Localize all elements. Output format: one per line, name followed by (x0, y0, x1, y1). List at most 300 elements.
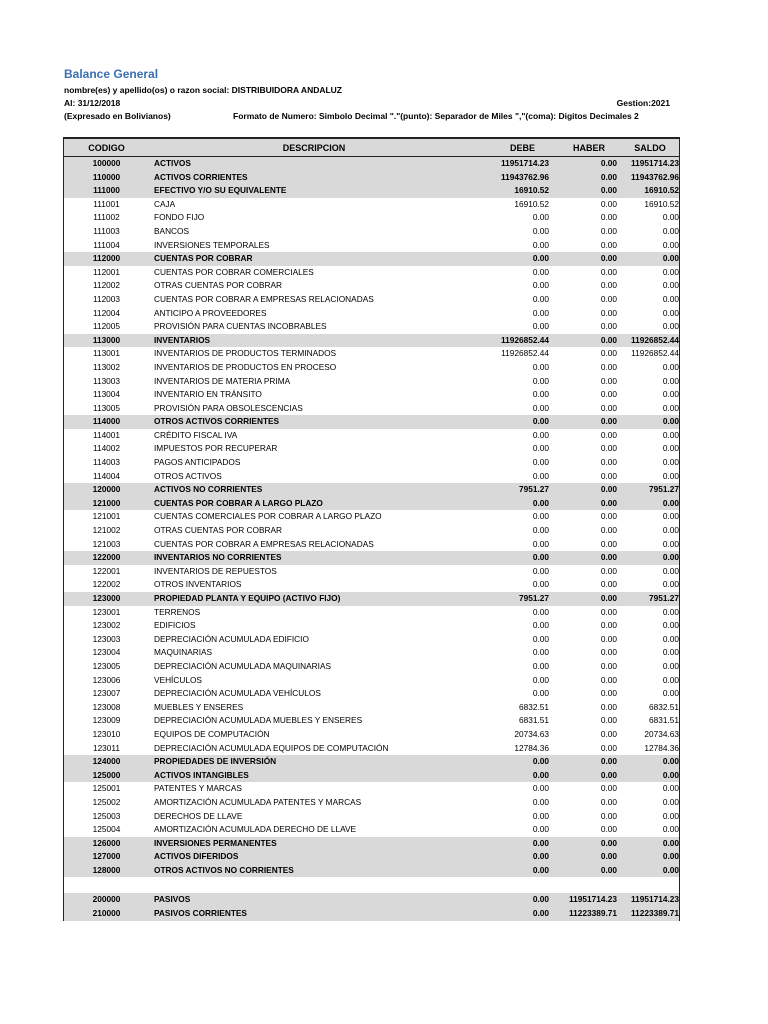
cell-codigo: 123004 (92, 647, 121, 658)
cell-haber: 0.00 (600, 660, 617, 671)
cell-codigo: 123007 (92, 688, 121, 699)
cell-descripcion: CUENTAS POR COBRAR A LARGO PLAZO (149, 497, 479, 511)
cell-codigo: 111004 (93, 239, 120, 250)
cell-debe: 0.00 (532, 321, 549, 332)
cell-saldo: 0.00 (662, 402, 679, 413)
cell-descripcion: PROPIEDADES DE INVERSIÓN (149, 755, 479, 769)
cell-debe: 0.00 (479, 850, 557, 864)
cell-haber: 11223389.71 (557, 907, 621, 921)
table-row (64, 198, 679, 212)
table-row (64, 877, 679, 893)
cell-codigo: 210000 (64, 907, 149, 921)
table-row (64, 470, 679, 484)
cell-descripcion: ACTIVOS DIFERIDOS (149, 850, 479, 864)
cell-descripcion: CAJA (154, 198, 176, 209)
cell-codigo: 112002 (92, 280, 121, 291)
cell-saldo: 0.00 (662, 443, 679, 454)
cell-codigo: 114003 (92, 457, 121, 468)
cell-debe: 0.00 (532, 239, 549, 250)
cell-saldo: 0.00 (662, 389, 679, 400)
cell-codigo: 114001 (92, 429, 121, 440)
cell-descripcion: OTRAS CUENTAS POR COBRAR (154, 280, 283, 291)
cell-haber: 0.00 (600, 212, 617, 223)
cell-debe: 0.00 (532, 361, 549, 372)
cell-haber: 0.00 (600, 457, 617, 468)
cell-descripcion: CRÉDITO FISCAL IVA (154, 429, 238, 440)
cell-debe: 0.00 (532, 620, 549, 631)
table-row (64, 893, 679, 907)
cell-debe: 0.00 (479, 755, 557, 769)
cell-descripcion: EFECTIVO Y/O SU EQUIVALENTE (149, 184, 479, 198)
cell-descripcion: ACTIVOS INTANGIBLES (149, 769, 479, 783)
cell-saldo: 0.00 (662, 429, 679, 440)
cell-codigo: 128000 (64, 864, 149, 878)
cell-saldo: 0.00 (621, 755, 679, 769)
cell-codigo: 111000 (64, 184, 149, 198)
table-row (64, 796, 679, 810)
cell-descripcion: FONDO FIJO (154, 212, 205, 223)
cell-codigo: 120000 (64, 483, 149, 497)
cell-saldo: 11943762.96 (621, 171, 679, 185)
cell-codigo: 121003 (92, 538, 121, 549)
table-row (64, 307, 679, 321)
cell-descripcion: MUEBLES Y ENSERES (154, 701, 244, 712)
cell-debe: 0.00 (532, 824, 549, 835)
cell-debe: 0.00 (532, 660, 549, 671)
cell-codigo: 123008 (92, 701, 121, 712)
cell-haber: 0.00 (557, 850, 621, 864)
cell-haber: 0.00 (600, 470, 617, 481)
cell-haber: 0.00 (600, 565, 617, 576)
cell-descripcion: TERRENOS (154, 606, 201, 617)
cell-debe: 11951714.23 (479, 157, 557, 171)
cell-codigo: 113000 (64, 334, 149, 348)
table-row (64, 810, 679, 824)
table-row (64, 293, 679, 307)
cell-haber: 0.00 (600, 606, 617, 617)
cell-haber: 0.00 (600, 783, 617, 794)
cell-debe: 0.00 (479, 415, 557, 429)
cell-descripcion: DEPRECIACIÓN ACUMULADA MUEBLES Y ENSERES (154, 715, 363, 726)
table-row (64, 510, 679, 524)
cell-codigo: 125001 (92, 783, 121, 794)
cell-codigo: 112005 (92, 321, 121, 332)
table-row (64, 592, 679, 606)
cell-haber: 0.00 (600, 280, 617, 291)
cell-debe (479, 877, 557, 893)
cell-debe: 12784.36 (514, 742, 549, 753)
cell-debe: 0.00 (532, 307, 549, 318)
cell-saldo: 0.00 (621, 252, 679, 266)
cell-saldo: 0.00 (621, 551, 679, 565)
column-header-haber: HABER (557, 139, 621, 157)
cell-haber: 0.00 (600, 239, 617, 250)
cell-saldo: 0.00 (662, 239, 679, 250)
cell-codigo: 123006 (92, 674, 121, 685)
number-format-note: Formato de Numero: Simbolo Decimal "."(punto): Separador de Miles ","(coma): Digitos Decimales 2 (233, 111, 639, 121)
table-row (64, 823, 679, 837)
table-row (64, 442, 679, 456)
cell-saldo: 20734.63 (644, 728, 679, 739)
cell-haber: 0.00 (600, 728, 617, 739)
cell-descripcion: INVENTARIOS DE REPUESTOS (154, 565, 277, 576)
cell-haber: 0.00 (600, 266, 617, 277)
table-row (64, 619, 679, 633)
table-row (64, 565, 679, 579)
cell-descripcion: INVENTARIOS NO CORRIENTES (149, 551, 479, 565)
cell-debe: 0.00 (532, 457, 549, 468)
cell-codigo: 123000 (64, 592, 149, 606)
cell-haber: 0.00 (600, 715, 617, 726)
cell-debe: 16910.52 (514, 198, 549, 209)
cell-saldo: 11951714.23 (621, 893, 679, 907)
cell-descripcion (149, 877, 479, 893)
cell-saldo: 0.00 (662, 647, 679, 658)
table-row (64, 524, 679, 538)
cell-debe: 0.00 (532, 429, 549, 440)
cell-haber: 0.00 (600, 348, 617, 359)
cell-haber: 0.00 (600, 824, 617, 835)
cell-haber: 0.00 (600, 742, 617, 753)
table-row (64, 497, 679, 511)
table-row (64, 184, 679, 198)
cell-saldo: 0.00 (662, 660, 679, 671)
cell-haber: 0.00 (600, 810, 617, 821)
cell-haber: 0.00 (600, 443, 617, 454)
table-row (64, 646, 679, 660)
cell-saldo: 0.00 (662, 470, 679, 481)
cell-saldo: 0.00 (662, 579, 679, 590)
table-row (64, 837, 679, 851)
table-row (64, 157, 679, 171)
cell-descripcion: BANCOS (154, 225, 190, 236)
cell-codigo: 121001 (92, 511, 121, 522)
cell-codigo (64, 877, 149, 893)
cell-haber: 0.00 (600, 307, 617, 318)
column-header-saldo: SALDO (621, 139, 679, 157)
cell-debe: 0.00 (532, 470, 549, 481)
table-row (64, 456, 679, 470)
cell-debe: 11926852.44 (501, 348, 549, 359)
cell-saldo: 0.00 (662, 538, 679, 549)
cell-descripcion: DEPRECIACIÓN ACUMULADA EDIFICIO (154, 633, 309, 644)
cell-debe: 0.00 (532, 225, 549, 236)
cell-descripcion: INVENTARIOS (149, 334, 479, 348)
cell-descripcion: DEPRECIACIÓN ACUMULADA VEHÍCULOS (154, 688, 321, 699)
column-header-debe: DEBE (479, 139, 557, 157)
cell-debe: 0.00 (479, 893, 557, 907)
cell-codigo: 114004 (92, 470, 121, 481)
cell-saldo: 0.00 (662, 307, 679, 318)
cell-saldo: 0.00 (662, 783, 679, 794)
cell-saldo: 6831.51 (649, 715, 679, 726)
cell-descripcion: ACTIVOS NO CORRIENTES (149, 483, 479, 497)
table-row (64, 782, 679, 796)
column-header-codigo: CODIGO (64, 139, 149, 157)
cell-debe: 0.00 (532, 783, 549, 794)
cell-haber: 0.00 (600, 579, 617, 590)
table-row (64, 701, 679, 715)
cell-haber: 0.00 (557, 837, 621, 851)
cell-haber: 0.00 (600, 620, 617, 631)
cell-codigo: 114002 (92, 443, 121, 454)
cell-descripcion: PROPIEDAD PLANTA Y EQUIPO (ACTIVO FIJO) (149, 592, 479, 606)
table-row (64, 551, 679, 565)
cell-descripcion: OTRAS CUENTAS POR COBRAR (154, 525, 283, 536)
cell-saldo: 0.00 (621, 837, 679, 851)
cell-codigo: 113005 (92, 402, 121, 413)
cell-descripcion: IMPUESTOS POR RECUPERAR (154, 443, 278, 454)
cell-saldo: 0.00 (662, 280, 679, 291)
cell-saldo: 0.00 (621, 864, 679, 878)
table-row (64, 538, 679, 552)
cell-debe: 0.00 (532, 443, 549, 454)
cell-debe: 0.00 (532, 525, 549, 536)
table-row (64, 864, 679, 878)
cell-saldo: 0.00 (662, 293, 679, 304)
table-row (64, 252, 679, 266)
cell-descripcion: CUENTAS POR COBRAR A EMPRESAS RELACIONADAS (154, 293, 374, 304)
cell-saldo: 0.00 (662, 796, 679, 807)
table-row (64, 211, 679, 225)
table-row (64, 239, 679, 253)
cell-descripcion: AMORTIZACIÓN ACUMULADA PATENTES Y MARCAS (154, 796, 362, 807)
cell-descripcion: MAQUINARIAS (154, 647, 213, 658)
cell-haber: 0.00 (600, 688, 617, 699)
cell-debe: 0.00 (532, 810, 549, 821)
cell-codigo: 100000 (64, 157, 149, 171)
cell-saldo: 0.00 (662, 525, 679, 536)
cell-haber: 0.00 (557, 157, 621, 171)
cell-descripcion: VEHÍCULOS (154, 674, 202, 685)
cell-descripcion: PAGOS ANTICIPADOS (154, 457, 241, 468)
table-row (64, 388, 679, 402)
table-row (64, 850, 679, 864)
table-row (64, 769, 679, 783)
cell-haber: 0.00 (557, 769, 621, 783)
table-row (64, 714, 679, 728)
cell-haber: 0.00 (600, 225, 617, 236)
table-row (64, 415, 679, 429)
cell-saldo: 0.00 (621, 769, 679, 783)
cell-codigo: 122001 (92, 565, 121, 576)
cell-descripcion: INVENTARIOS DE MATERIA PRIMA (154, 375, 291, 386)
cell-debe: 0.00 (532, 633, 549, 644)
cell-debe: 20734.63 (514, 728, 549, 739)
table-row (64, 728, 679, 742)
cell-codigo: 123009 (92, 715, 121, 726)
cell-descripcion: OTROS ACTIVOS (154, 470, 222, 481)
cell-debe: 0.00 (532, 389, 549, 400)
cell-haber: 0.00 (600, 375, 617, 386)
cell-descripcion: AMORTIZACIÓN ACUMULADA DERECHO DE LLAVE (154, 824, 357, 835)
cell-haber: 0.00 (600, 633, 617, 644)
table-row (64, 279, 679, 293)
cell-descripcion: ACTIVOS CORRIENTES (149, 171, 479, 185)
cell-haber: 0.00 (600, 198, 617, 209)
cell-saldo: 11223389.71 (621, 907, 679, 921)
table-row (64, 483, 679, 497)
cell-codigo: 112003 (92, 293, 121, 304)
cell-saldo: 0.00 (662, 375, 679, 386)
cell-descripcion: INVERSIONES PERMANENTES (149, 837, 479, 851)
cell-haber: 0.00 (557, 415, 621, 429)
cell-descripcion: OTROS ACTIVOS NO CORRIENTES (149, 864, 479, 878)
cell-codigo: 121002 (92, 525, 121, 536)
cell-codigo: 112004 (92, 307, 121, 318)
cell-haber: 0.00 (600, 796, 617, 807)
cell-saldo: 16910.52 (621, 184, 679, 198)
cell-codigo: 126000 (64, 837, 149, 851)
cell-haber: 0.00 (600, 525, 617, 536)
cell-debe: 6832.51 (519, 701, 549, 712)
cell-haber: 0.00 (557, 551, 621, 565)
cell-saldo: 11926852.44 (631, 348, 679, 359)
cell-descripcion: PASIVOS CORRIENTES (149, 907, 479, 921)
cell-debe: 0.00 (532, 606, 549, 617)
cell-debe: 0.00 (479, 551, 557, 565)
table-row (64, 660, 679, 674)
cell-saldo (621, 877, 679, 893)
cell-codigo: 111002 (93, 212, 120, 223)
report-date: Al: 31/12/2018 (64, 98, 121, 108)
cell-codigo: 125003 (92, 810, 121, 821)
cell-haber: 0.00 (557, 334, 621, 348)
cell-haber (557, 877, 621, 893)
cell-saldo: 0.00 (662, 511, 679, 522)
table-header-row (64, 139, 679, 157)
cell-debe: 11943762.96 (479, 171, 557, 185)
cell-haber: 0.00 (557, 755, 621, 769)
table-row (64, 742, 679, 756)
cell-codigo: 123003 (92, 633, 121, 644)
cell-debe: 7951.27 (479, 592, 557, 606)
cell-descripcion: OTROS ACTIVOS CORRIENTES (149, 415, 479, 429)
cell-haber: 0.00 (557, 483, 621, 497)
cell-saldo: 0.00 (662, 457, 679, 468)
table-row (64, 171, 679, 185)
column-header-descripcion: DESCRIPCION (149, 139, 479, 157)
table-row (64, 907, 679, 921)
table-row (64, 687, 679, 701)
cell-debe: 0.00 (479, 907, 557, 921)
cell-debe: 6831.51 (519, 715, 549, 726)
cell-saldo: 0.00 (662, 565, 679, 576)
cell-codigo: 114000 (64, 415, 149, 429)
cell-codigo: 112000 (64, 252, 149, 266)
cell-debe: 0.00 (479, 837, 557, 851)
cell-saldo: 7951.27 (621, 592, 679, 606)
cell-saldo: 11926852.44 (621, 334, 679, 348)
cell-codigo: 122002 (92, 579, 121, 590)
cell-codigo: 123001 (92, 606, 121, 617)
cell-descripcion: ANTICIPO A PROVEEDORES (154, 307, 267, 318)
cell-saldo: 0.00 (621, 497, 679, 511)
cell-haber: 0.00 (557, 864, 621, 878)
cell-haber: 0.00 (557, 184, 621, 198)
cell-debe: 0.00 (479, 252, 557, 266)
report-title: Balance General (64, 67, 159, 81)
cell-saldo: 6832.51 (649, 701, 679, 712)
cell-debe: 7951.27 (479, 483, 557, 497)
cell-debe: 0.00 (532, 266, 549, 277)
cell-haber: 0.00 (557, 497, 621, 511)
cell-debe: 0.00 (479, 769, 557, 783)
table-row (64, 361, 679, 375)
company-name-line: nombre(es) y apellido(os) o razon social: DISTRIBUIDORA ANDALUZ (64, 85, 343, 95)
cell-saldo: 0.00 (662, 824, 679, 835)
cell-saldo: 0.00 (662, 321, 679, 332)
table-row (64, 375, 679, 389)
cell-codigo: 127000 (64, 850, 149, 864)
cell-saldo: 0.00 (662, 633, 679, 644)
cell-haber: 0.00 (600, 321, 617, 332)
balance-table (64, 139, 679, 921)
table-body (64, 157, 679, 921)
cell-descripcion: CUENTAS COMERCIALES POR COBRAR A LARGO PLAZO (154, 511, 382, 522)
cell-saldo: 0.00 (662, 606, 679, 617)
cell-debe: 0.00 (532, 796, 549, 807)
cell-descripcion: CUENTAS POR COBRAR COMERCIALES (154, 266, 314, 277)
cell-saldo: 0.00 (621, 415, 679, 429)
currency-note: (Expresado en Bolivianos) (64, 111, 171, 121)
cell-descripcion: PROVISIÓN PARA CUENTAS INCOBRABLES (154, 321, 327, 332)
cell-descripcion: PROVISIÓN PARA OBSOLESCENCIAS (154, 402, 303, 413)
cell-descripcion: EQUIPOS DE COMPUTACIÓN (154, 728, 270, 739)
cell-haber: 0.00 (600, 674, 617, 685)
cell-debe: 0.00 (532, 212, 549, 223)
cell-debe: 0.00 (532, 280, 549, 291)
cell-codigo: 122000 (64, 551, 149, 565)
table-row (64, 429, 679, 443)
cell-haber: 11951714.23 (557, 893, 621, 907)
cell-descripcion: PATENTES Y MARCAS (154, 783, 242, 794)
table-row (64, 347, 679, 361)
table-row (64, 266, 679, 280)
cell-codigo: 111001 (93, 198, 120, 209)
cell-descripcion: EDIFICIOS (154, 620, 196, 631)
cell-codigo: 113002 (92, 361, 121, 372)
cell-haber: 0.00 (600, 538, 617, 549)
fiscal-year: Gestion:2021 (616, 98, 670, 108)
cell-haber: 0.00 (557, 171, 621, 185)
cell-haber: 0.00 (600, 402, 617, 413)
cell-haber: 0.00 (600, 701, 617, 712)
cell-haber: 0.00 (600, 647, 617, 658)
cell-codigo: 110000 (64, 171, 149, 185)
cell-saldo: 7951.27 (621, 483, 679, 497)
cell-saldo: 0.00 (662, 361, 679, 372)
cell-debe: 0.00 (532, 375, 549, 386)
cell-descripcion: DERECHOS DE LLAVE (154, 810, 243, 821)
cell-descripcion: OTROS INVENTARIOS (154, 579, 242, 590)
cell-saldo: 0.00 (662, 225, 679, 236)
cell-haber: 0.00 (600, 293, 617, 304)
cell-descripcion: INVENTARIO EN TRÁNSITO (154, 389, 262, 400)
cell-codigo: 125004 (92, 824, 121, 835)
table-row (64, 334, 679, 348)
cell-saldo: 0.00 (662, 266, 679, 277)
cell-debe: 0.00 (532, 538, 549, 549)
cell-saldo: 16910.52 (644, 198, 679, 209)
cell-codigo: 123002 (92, 620, 121, 631)
cell-debe: 0.00 (479, 497, 557, 511)
cell-debe: 0.00 (532, 579, 549, 590)
cell-saldo: 0.00 (662, 212, 679, 223)
cell-descripcion: INVENTARIOS DE PRODUCTOS TERMINADOS (154, 348, 337, 359)
cell-codigo: 111003 (93, 225, 120, 236)
cell-saldo: 11951714.23 (621, 157, 679, 171)
